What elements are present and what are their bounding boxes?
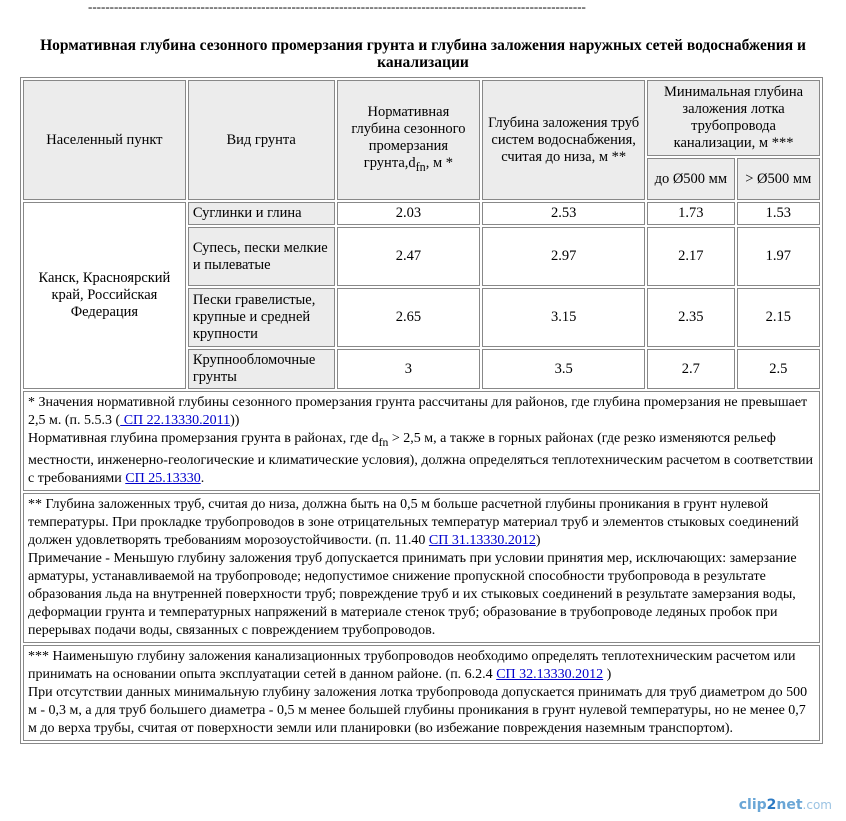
sewer-le500-cell: 2.35: [647, 288, 734, 347]
freeze-cell: 2.03: [337, 202, 481, 225]
link-sp-31-13330-2012[interactable]: СП 31.13330.2012: [428, 532, 536, 548]
link-sp-22-13330-2011[interactable]: СП 22.13330.2011: [120, 413, 231, 428]
link-sp-32-13330-2012[interactable]: СП 32.13330.2012: [496, 666, 604, 682]
sewer-gt500-cell: 2.5: [737, 349, 820, 389]
table-row: [23, 202, 820, 225]
soil-cell: Суглинки и глина: [188, 202, 335, 225]
sewer-gt500-cell: 1.53: [737, 202, 820, 225]
city-cell: Канск, Красноярский край, Российская Федерация: [23, 202, 186, 389]
sewer-gt500-cell: 1.97: [737, 227, 820, 286]
header-pipe-depth: Глубина заложения труб систем водоснабжения, считая до низа, м **: [482, 80, 645, 200]
sewer-le500-cell: 1.73: [647, 202, 734, 225]
top-dashed-rule: -------------------------------------------------------------------------------------------------------------------: [88, 0, 586, 14]
sewer-gt500-cell: 2.15: [737, 288, 820, 347]
freeze-cell: 2.47: [337, 227, 481, 286]
soil-cell: Супесь, пески мелкие и пылеватые: [188, 227, 335, 286]
freeze-cell: 2.65: [337, 288, 481, 347]
footnote-sewer-depth: *** Наименьшую глубину заложения канализационных трубопроводов необходимо определять теплотехническим расчетом или принимать на основании опыта эксплуатации сетей в данном районе. (п. 6.2.4 СП 32.13330.2012 ) При отсутствии данных минимальную глубину заложения лотка трубопровода допускается принимать для труб диаметром до 500 м - 0,3 м, а для труб большего диаметра - 0,5 м менее большей глубины проникания в грунт нулевой температуры, но не менее 0,7 м до верха трубы, считая от поверхности земли или планировки (во избежание повреждения наземным транспортом).: [23, 645, 820, 741]
header-sewer-le500: до Ø500 мм: [647, 158, 734, 200]
clip2net-watermark: clip2net.com: [738, 797, 832, 813]
freeze-depth-table: [20, 77, 823, 744]
pipe-cell: 2.97: [482, 227, 645, 286]
pipe-cell: 3.15: [482, 288, 645, 347]
pipe-cell: 2.53: [482, 202, 645, 225]
footnote-pipe-depth: ** Глубина заложенных труб, считая до низа, должна быть на 0,5 м больше расчетной глубины проникания в грунт нулевой температуры. При прокладке трубопроводов в зоне отрицательных температур материал труб и элементов стыковых соединений должен удовлетворять требованиям морозоустойчивости. (п. 11.40 СП 31.13330.2012) Примечание - Меньшую глубину заложения труб допускается принимать при условии принятия мер, исключающих: замерзание арматуры, устанавливаемой на трубопроводе; недопустимое снижение пропускной способности трубопровода в результате образования льда на внутренней поверхности труб; повреждение труб и их стыковых соединений в результате замерзания воды, деформации грунта и температурных напряжений в материале стенок труб; образование в трубопроводе ледяных пробок при перерывах подачи воды, связанных с повреждением трубопроводов.: [23, 493, 820, 643]
header-freeze-depth: Нормативная глубина сезонного промерзания $грунта,d_{fn}$, м *: [337, 80, 481, 200]
sewer-le500-cell: 2.17: [647, 227, 734, 286]
soil-cell: Крупнообломочные грунты: [188, 349, 335, 389]
sewer-le500-cell: 2.7: [647, 349, 734, 389]
header-soil: Вид грунта: [188, 80, 335, 200]
soil-cell: Пески гравелистые, крупные и средней крупности: [188, 288, 335, 347]
header-city: Населенный пункт: [23, 80, 186, 200]
page-title: Нормативная глубина сезонного промерзания грунта и глубина заложения наружных сетей водоснабжения и канализации: [40, 37, 806, 71]
pipe-cell: 3.5: [482, 349, 645, 389]
header-sewer-gt500: > Ø500 мм: [737, 158, 820, 200]
link-sp-25-13330[interactable]: СП 25.13330: [125, 470, 201, 486]
header-sewer-depth: Минимальная глубина заложения лотка трубопровода канализации, м ***: [647, 80, 820, 156]
footnote-freeze-depth: * Значения нормативной глубины сезонного промерзания грунта рассчитаны для районов, где глубина промерзания не превышает 2,5 м. (п. 5.5.3 ( СП 22.13330.2011)) Нормативная глубина промерзания грунта в районах, где $d_{fn} > 2,5$ м, а также в горных районах (где резко изменяются рельеф местности, инженерно-геологические и климатические условия), должна определяться теплотехническим расчетом в соответствии с требованиями СП 25.13330.: [23, 391, 820, 491]
freeze-cell: 3: [337, 349, 481, 389]
